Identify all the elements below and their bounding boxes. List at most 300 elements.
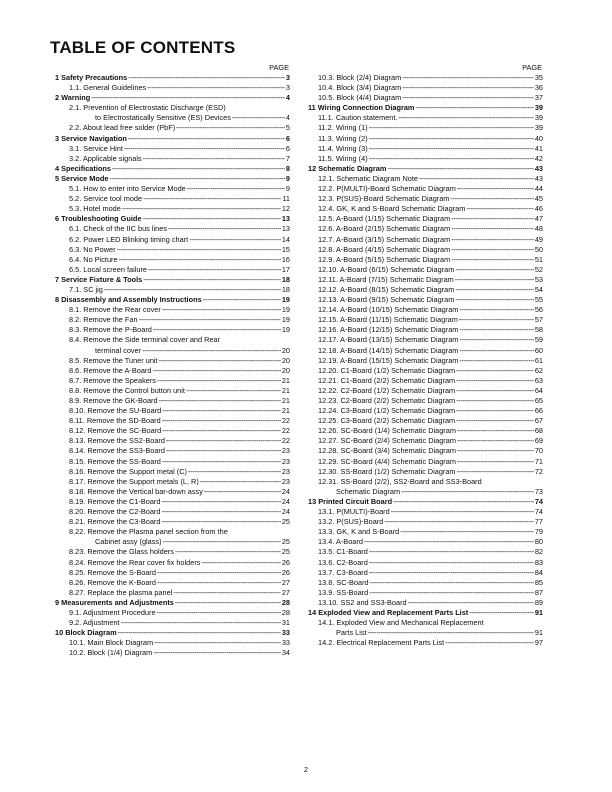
toc-entry-label: 10.4. Block (3/4) Diagram bbox=[318, 83, 402, 93]
toc-entry[interactable] bbox=[308, 376, 543, 386]
toc-entry-label: 8.1. Remove the Rear cover bbox=[69, 305, 161, 315]
toc-entry-page: 21 bbox=[281, 396, 290, 405]
toc-entry[interactable] bbox=[308, 295, 543, 305]
toc-entry-label: 8.20. Remove the C2-Board bbox=[69, 507, 161, 517]
toc-entry[interactable] bbox=[308, 386, 543, 396]
toc-leader-dots bbox=[159, 396, 281, 406]
toc-entry[interactable] bbox=[55, 608, 290, 618]
toc-entry[interactable] bbox=[55, 204, 290, 214]
toc-leader-dots bbox=[456, 386, 534, 396]
toc-section-entry[interactable] bbox=[55, 214, 290, 224]
toc-entry[interactable] bbox=[55, 154, 290, 164]
toc-entry-label: 8.17. Remove the Support metals (L, R) bbox=[69, 476, 199, 486]
toc-entry[interactable] bbox=[55, 285, 290, 295]
toc-entry[interactable] bbox=[308, 194, 543, 204]
toc-entry[interactable] bbox=[308, 426, 543, 436]
toc-leader-dots bbox=[402, 93, 534, 103]
toc-entry-page: 28 bbox=[281, 597, 290, 607]
toc-section-entry[interactable] bbox=[55, 295, 290, 305]
toc-entry[interactable] bbox=[55, 224, 290, 234]
toc-entry[interactable] bbox=[55, 245, 290, 255]
toc-entry[interactable] bbox=[308, 174, 543, 184]
toc-leader-dots bbox=[384, 517, 534, 527]
toc-entry[interactable] bbox=[55, 103, 290, 113]
toc-entry[interactable] bbox=[308, 224, 543, 234]
toc-entry[interactable] bbox=[308, 366, 543, 376]
toc-entry-page: 53 bbox=[534, 274, 543, 284]
toc-entry-label: 8 Disassembly and Assembly Instructions bbox=[55, 295, 202, 305]
toc-entry-label: 11.4. Wiring (3) bbox=[318, 143, 368, 153]
toc-entry-page: 54 bbox=[534, 284, 543, 294]
toc-entry[interactable] bbox=[308, 477, 543, 487]
toc-entry-page: 22 bbox=[281, 436, 290, 446]
toc-entry[interactable] bbox=[55, 184, 290, 194]
toc-entry[interactable] bbox=[55, 356, 290, 366]
toc-entry[interactable] bbox=[55, 527, 290, 537]
toc-entry[interactable] bbox=[308, 144, 543, 154]
toc-entry[interactable] bbox=[308, 305, 543, 315]
toc-entry[interactable] bbox=[308, 588, 543, 598]
toc-entry-label: 11.2. Wiring (1) bbox=[318, 123, 368, 133]
toc-entry-page: 41 bbox=[534, 143, 543, 153]
toc-entry[interactable] bbox=[55, 144, 290, 154]
toc-entry-page: 20 bbox=[281, 345, 290, 355]
toc-leader-dots bbox=[408, 598, 534, 608]
toc-entry-label: 8.27. Replace the plasma panel bbox=[69, 587, 173, 597]
toc-entry[interactable] bbox=[308, 457, 543, 467]
toc-entry-label: 2.1. Prevention of Electrostatic Discharge (ESD) bbox=[69, 103, 226, 113]
toc-section-entry[interactable] bbox=[308, 497, 543, 507]
toc-section-entry[interactable] bbox=[308, 103, 543, 113]
toc-entry-label: 6.3. No Power bbox=[69, 244, 116, 254]
toc-entry[interactable] bbox=[55, 588, 290, 598]
toc-entry[interactable] bbox=[55, 648, 290, 658]
toc-entry-label: 12.21. C1-Board (2/2) Schematic Diagram bbox=[318, 375, 456, 385]
toc-entry-label: 6 Troubleshooting Guide bbox=[55, 214, 142, 224]
toc-leader-dots bbox=[369, 588, 534, 598]
toc-entry-label: 9 Measurements and Adjustments bbox=[55, 597, 174, 607]
toc-entry[interactable] bbox=[55, 406, 290, 416]
toc-entry-page: 26 bbox=[281, 557, 290, 567]
toc-entry-page: 31 bbox=[281, 618, 290, 628]
toc-entry-page: 36 bbox=[534, 83, 543, 93]
toc-leader-dots bbox=[387, 164, 533, 174]
toc-entry[interactable] bbox=[308, 537, 543, 547]
toc-section-entry[interactable] bbox=[55, 628, 290, 638]
toc-entry-label: 11.1. Caution statement. bbox=[318, 113, 398, 123]
toc-entry[interactable] bbox=[308, 507, 543, 517]
toc-leader-dots bbox=[175, 547, 281, 557]
toc-entry[interactable] bbox=[55, 366, 290, 376]
toc-entry-label: 8.19. Remove the C1-Board bbox=[69, 496, 161, 506]
toc-entry[interactable] bbox=[308, 335, 543, 345]
toc-entry-label: 4 Specifications bbox=[55, 163, 111, 173]
toc-entry-page: 85 bbox=[534, 577, 543, 587]
toc-leader-dots bbox=[469, 608, 534, 618]
toc-leader-dots bbox=[109, 174, 284, 184]
toc-entry[interactable] bbox=[308, 154, 543, 164]
toc-leader-dots bbox=[162, 457, 281, 467]
toc-entry-page: 15 bbox=[281, 244, 290, 254]
toc-entry[interactable] bbox=[308, 93, 543, 103]
toc-entry-page: 34 bbox=[281, 648, 290, 658]
toc-entry-page: 72 bbox=[534, 466, 543, 476]
toc-entry[interactable] bbox=[55, 83, 290, 93]
toc-entry[interactable] bbox=[308, 285, 543, 295]
toc-leader-dots bbox=[456, 366, 534, 376]
toc-entry-label: 11.5. Wiring (4) bbox=[318, 153, 368, 163]
toc-entry-label: 12.9. A-Board (5/15) Schematic Diagram bbox=[318, 254, 451, 264]
toc-entry-page: 24 bbox=[281, 486, 290, 496]
toc-entry-label: 8.18. Remove the Vertical bar-down assy bbox=[69, 486, 203, 496]
toc-entry-page: 63 bbox=[534, 375, 543, 385]
toc-entry-label: 10.3. Block (2/4) Diagram bbox=[318, 73, 402, 82]
toc-entry-label: 8.21. Remove the C3-Board bbox=[69, 517, 161, 527]
toc-entry[interactable] bbox=[308, 638, 543, 648]
toc-section-entry[interactable] bbox=[308, 164, 543, 174]
toc-section-entry[interactable] bbox=[55, 174, 290, 184]
toc-entry[interactable] bbox=[55, 386, 290, 396]
toc-entry-page: 11 bbox=[282, 194, 290, 204]
toc-leader-dots bbox=[201, 558, 280, 568]
toc-entry-label: to Electrostatically Sensitive (ES) Devices bbox=[95, 113, 231, 123]
toc-entry-page: 58 bbox=[534, 325, 543, 335]
toc-entry-label: 12.1. Schematic Diagram Note bbox=[318, 173, 419, 183]
toc-entry-label: 14 Exploded View and Replacement Parts List bbox=[308, 607, 469, 617]
toc-entry[interactable] bbox=[308, 467, 543, 477]
toc-entry[interactable] bbox=[308, 487, 543, 497]
toc-entry-label: 5.2. Service tool mode bbox=[69, 194, 143, 204]
toc-entry-page: 23 bbox=[281, 466, 290, 476]
toc-entry[interactable] bbox=[308, 83, 543, 93]
toc-leader-dots bbox=[162, 406, 281, 416]
toc-entry-label: 12.28. SC-Board (3/4) Schematic Diagram bbox=[318, 446, 456, 456]
toc-section-entry[interactable] bbox=[55, 93, 290, 103]
toc-entry-label: 8.14. Remove the SS3-Board bbox=[69, 446, 165, 456]
toc-entry[interactable] bbox=[308, 255, 543, 265]
toc-entry-page: 19 bbox=[281, 295, 290, 305]
toc-entry[interactable] bbox=[55, 255, 290, 265]
toc-entry-label: 9.2. Adjustment bbox=[69, 618, 120, 628]
toc-leader-dots bbox=[157, 578, 281, 588]
toc-entries bbox=[55, 73, 290, 658]
toc-entry-page: 59 bbox=[534, 335, 543, 345]
toc-entry[interactable] bbox=[55, 487, 290, 497]
toc-entry-label: 13.3. GK, K and S-Board bbox=[318, 527, 400, 537]
toc-leader-dots bbox=[369, 558, 534, 568]
toc-entry[interactable] bbox=[308, 436, 543, 446]
toc-entry-page: 18 bbox=[281, 284, 290, 294]
toc-entry-label: 12.31. SS-Board (2/2), SS2-Board and SS3-Board bbox=[318, 476, 482, 486]
toc-entry-label: 3.2. Applicable signals bbox=[69, 153, 142, 163]
toc-entry-label: 14.1. Exploded View and Mechanical Replacement bbox=[318, 618, 484, 628]
toc-left-column bbox=[55, 63, 290, 658]
toc-entry-page: 66 bbox=[534, 406, 543, 416]
toc-entry-label: 5.3. Hotel mode bbox=[69, 204, 121, 214]
toc-entry-page: 33 bbox=[281, 638, 290, 648]
toc-leader-dots bbox=[368, 628, 534, 638]
toc-entry[interactable] bbox=[308, 618, 543, 628]
toc-entry-page: 27 bbox=[281, 577, 290, 587]
toc-leader-dots bbox=[119, 255, 281, 265]
toc-entry-label: 12.4. GK, K and S-Board Schematic Diagram bbox=[318, 204, 466, 214]
page-title: TABLE OF CONTENTS bbox=[50, 38, 236, 57]
toc-entry-label: 8.12. Remove the SC-Board bbox=[69, 426, 162, 436]
toc-leader-dots bbox=[445, 638, 534, 648]
toc-entry-label: 8.13. Remove the SS2-Board bbox=[69, 436, 165, 446]
toc-entry[interactable] bbox=[55, 123, 290, 133]
toc-entry-label: 13 Printed Circuit Board bbox=[308, 496, 393, 506]
toc-entry-page: 61 bbox=[534, 355, 543, 365]
toc-leader-dots bbox=[415, 103, 533, 113]
toc-entry[interactable] bbox=[55, 235, 290, 245]
toc-leader-dots bbox=[117, 245, 281, 255]
toc-entry-page: 28 bbox=[281, 607, 290, 617]
toc-entry[interactable] bbox=[308, 123, 543, 133]
toc-entry[interactable] bbox=[308, 396, 543, 406]
toc-entry-label: 12.30. SS-Board (1/2) Schematic Diagram bbox=[318, 466, 456, 476]
toc-entry[interactable] bbox=[55, 335, 290, 345]
toc-entry[interactable] bbox=[55, 376, 290, 386]
toc-entry-page: 87 bbox=[534, 587, 543, 597]
toc-entry[interactable] bbox=[308, 346, 543, 356]
toc-entry[interactable] bbox=[55, 426, 290, 436]
toc-entry-page: 91 bbox=[534, 628, 543, 638]
toc-entry-label: 1 Safety Precautions bbox=[55, 73, 128, 82]
toc-entry-label: 12.7. A-Board (3/15) Schematic Diagram bbox=[318, 234, 451, 244]
toc-entry-page: 70 bbox=[534, 446, 543, 456]
toc-entry[interactable] bbox=[55, 578, 290, 588]
toc-entry[interactable] bbox=[308, 204, 543, 214]
toc-entry-label: 14.2. Electrical Replacement Parts List bbox=[318, 638, 445, 648]
toc-entry[interactable] bbox=[55, 416, 290, 426]
toc-entry[interactable] bbox=[308, 406, 543, 416]
toc-leader-dots bbox=[370, 578, 534, 588]
toc-entry-page: 35 bbox=[534, 73, 543, 82]
toc-leader-dots bbox=[457, 184, 534, 194]
toc-entry[interactable] bbox=[308, 356, 543, 366]
toc-entry-label: 8.10. Remove the SU-Board bbox=[69, 406, 162, 416]
toc-entry-label: 5 Service Mode bbox=[55, 173, 109, 183]
toc-entry-label: 6.1. Check of the IIC bus lines bbox=[69, 224, 167, 234]
toc-entry[interactable] bbox=[55, 396, 290, 406]
toc-leader-dots bbox=[143, 275, 281, 285]
toc-entry-label: 8.6. Remove the A-Board bbox=[69, 365, 152, 375]
toc-entry-page: 26 bbox=[281, 567, 290, 577]
toc-entry[interactable] bbox=[55, 325, 290, 335]
toc-entry-label: 3.1. Service Hint bbox=[69, 143, 123, 153]
toc-entry[interactable] bbox=[55, 446, 290, 456]
toc-entry-label: 10 Block Diagram bbox=[55, 628, 117, 638]
toc-leader-dots bbox=[455, 275, 534, 285]
toc-entry-page: 71 bbox=[534, 456, 543, 466]
toc-entry[interactable] bbox=[55, 558, 290, 568]
toc-entry[interactable] bbox=[55, 517, 290, 527]
toc-entry[interactable] bbox=[55, 194, 290, 204]
toc-entry[interactable] bbox=[55, 537, 290, 547]
toc-entry-label: 13.1. P(MULTI)-Board bbox=[318, 507, 390, 517]
toc-entry-page: 57 bbox=[534, 315, 543, 325]
toc-entry[interactable] bbox=[308, 265, 543, 275]
toc-entry-label: 12.6. A-Board (2/15) Schematic Diagram bbox=[318, 224, 451, 234]
toc-leader-dots bbox=[457, 467, 534, 477]
toc-entry[interactable] bbox=[308, 568, 543, 578]
toc-entry-label: 8.4. Remove the Side terminal cover and Rear bbox=[69, 335, 221, 345]
toc-entry[interactable] bbox=[308, 134, 543, 144]
toc-entry-label: 8.9. Remove the GK-Board bbox=[69, 396, 158, 405]
toc-entry-label: 8.11. Remove the SD-Board bbox=[69, 416, 161, 426]
toc-entry[interactable] bbox=[55, 618, 290, 628]
toc-entry[interactable] bbox=[55, 497, 290, 507]
toc-entry-label: 12.25. C3-Board (2/2) Schematic Diagram bbox=[318, 416, 456, 426]
toc-entry[interactable] bbox=[55, 467, 290, 477]
toc-entry-label: 9.1. Adjustment Procedure bbox=[69, 607, 156, 617]
toc-section-entry[interactable] bbox=[308, 608, 543, 618]
toc-leader-dots bbox=[128, 134, 285, 144]
toc-leader-dots bbox=[364, 537, 534, 547]
toc-entry-label: 13.9. SS-Board bbox=[318, 587, 369, 597]
toc-leader-dots bbox=[393, 497, 534, 507]
toc-entry-label: 13.8. SC-Board bbox=[318, 577, 369, 587]
toc-leader-dots bbox=[450, 194, 533, 204]
toc-entry[interactable] bbox=[55, 547, 290, 557]
toc-entry-page: 40 bbox=[534, 133, 543, 143]
toc-entry[interactable] bbox=[308, 517, 543, 527]
toc-entry-page: 4 bbox=[285, 93, 290, 103]
toc-section-entry[interactable] bbox=[55, 134, 290, 144]
toc-leader-dots bbox=[118, 628, 281, 638]
toc-entry-label: 13.7. C3-Board bbox=[318, 567, 368, 577]
toc-entry-label: 8.7. Remove the Speakers bbox=[69, 375, 156, 385]
toc-section-entry[interactable] bbox=[55, 275, 290, 285]
toc-entry-label: 13.2. P(SUS)-Board bbox=[318, 517, 384, 527]
toc-section-entry[interactable] bbox=[55, 73, 290, 83]
toc-entry[interactable] bbox=[308, 113, 543, 123]
toc-entry-page: 45 bbox=[534, 194, 543, 204]
toc-entry-page: 39 bbox=[534, 103, 543, 113]
toc-leader-dots bbox=[163, 537, 281, 547]
toc-leader-dots bbox=[143, 194, 281, 204]
toc-entry[interactable] bbox=[308, 598, 543, 608]
toc-entry[interactable] bbox=[55, 113, 290, 123]
toc-entry[interactable] bbox=[308, 73, 543, 83]
toc-entry-label: 12.26. SC-Board (1/4) Schematic Diagram bbox=[318, 426, 456, 436]
toc-entry-page: 25 bbox=[281, 537, 290, 547]
toc-entry-label: 12.19. A-Board (15/15) Schematic Diagram bbox=[318, 355, 459, 365]
toc-entry-label: 12.8. A-Board (4/15) Schematic Diagram bbox=[318, 244, 451, 254]
toc-leader-dots bbox=[369, 123, 534, 133]
toc-entry-page: 43 bbox=[534, 173, 543, 183]
toc-entry[interactable] bbox=[308, 628, 543, 638]
toc-entry-label: 2 Warning bbox=[55, 93, 91, 103]
toc-leader-dots bbox=[162, 426, 281, 436]
toc-entry-page: 13 bbox=[281, 214, 290, 224]
toc-leader-dots bbox=[369, 144, 534, 154]
toc-leader-dots bbox=[402, 73, 534, 83]
toc-entry-page: 43 bbox=[534, 163, 543, 173]
toc-entry-label: 8.2. Remove the Fan bbox=[69, 315, 138, 325]
toc-entry[interactable] bbox=[308, 235, 543, 245]
toc-entry-label: 13.4. A-Board bbox=[318, 537, 363, 547]
toc-entry[interactable] bbox=[55, 477, 290, 487]
toc-entry-label: 13.10. SS2 and SS3-Board bbox=[318, 597, 407, 607]
toc-entry-page: 50 bbox=[534, 244, 543, 254]
toc-entry[interactable] bbox=[55, 305, 290, 315]
toc-entry-page: 13 bbox=[281, 224, 290, 234]
toc-entry-page: 97 bbox=[534, 638, 543, 648]
toc-entry[interactable] bbox=[308, 275, 543, 285]
toc-entry[interactable] bbox=[308, 527, 543, 537]
toc-entry-label: 8.23. Remove the Glass holders bbox=[69, 547, 174, 557]
toc-entry[interactable] bbox=[308, 184, 543, 194]
toc-leader-dots bbox=[168, 224, 281, 234]
toc-entry[interactable] bbox=[308, 315, 543, 325]
toc-entry[interactable] bbox=[308, 325, 543, 335]
toc-entry-label: 13.5. C1-Board bbox=[318, 547, 368, 557]
toc-section-entry[interactable] bbox=[55, 598, 290, 608]
toc-entry[interactable] bbox=[308, 214, 543, 224]
toc-entry[interactable] bbox=[55, 315, 290, 325]
toc-entry[interactable] bbox=[55, 265, 290, 275]
toc-leader-dots bbox=[459, 356, 533, 366]
toc-entry-page: 16 bbox=[281, 254, 290, 264]
toc-entry-page: 47 bbox=[534, 214, 543, 224]
toc-leader-dots bbox=[419, 174, 534, 184]
toc-entry[interactable] bbox=[55, 436, 290, 446]
toc-leader-dots bbox=[187, 184, 285, 194]
toc-entry-label: 12.11. A-Board (7/15) Schematic Diagram bbox=[318, 274, 454, 284]
toc-entry-page: 33 bbox=[281, 628, 290, 638]
toc-entry[interactable] bbox=[308, 558, 543, 568]
toc-entry-page: 62 bbox=[534, 365, 543, 375]
toc-entry[interactable] bbox=[55, 507, 290, 517]
toc-entry[interactable] bbox=[55, 638, 290, 648]
toc-entry-page: 6 bbox=[285, 143, 290, 153]
toc-leader-dots bbox=[398, 113, 533, 123]
toc-entry-page: 55 bbox=[534, 295, 543, 305]
toc-entry-page: 73 bbox=[534, 486, 543, 496]
toc-leader-dots bbox=[232, 113, 285, 123]
toc-leader-dots bbox=[400, 527, 534, 537]
toc-entry[interactable] bbox=[55, 457, 290, 467]
toc-entry-page: 74 bbox=[534, 496, 543, 506]
toc-leader-dots bbox=[456, 406, 534, 416]
toc-entry-page: 44 bbox=[534, 184, 543, 194]
toc-leader-dots bbox=[153, 648, 281, 658]
toc-entry[interactable] bbox=[55, 568, 290, 578]
toc-entry-page: 52 bbox=[534, 264, 543, 274]
toc-entry[interactable] bbox=[55, 346, 290, 356]
toc-entry-page: 4 bbox=[285, 113, 290, 123]
toc-entry[interactable] bbox=[308, 446, 543, 456]
toc-entry-label: Schematic Diagram bbox=[336, 486, 401, 496]
toc-entry[interactable] bbox=[308, 416, 543, 426]
toc-entry[interactable] bbox=[308, 547, 543, 557]
toc-entry[interactable] bbox=[308, 578, 543, 588]
toc-entry-page: 19 bbox=[281, 305, 290, 315]
toc-entry-page: 20 bbox=[281, 355, 290, 365]
toc-entry[interactable] bbox=[308, 245, 543, 255]
toc-entry-page: 39 bbox=[534, 113, 543, 123]
toc-section-entry[interactable] bbox=[55, 164, 290, 174]
toc-entry-label: 12 Schematic Diagram bbox=[308, 163, 387, 173]
toc-entry-label: 12.18. A-Board (14/15) Schematic Diagram bbox=[318, 345, 459, 355]
toc-entry-page: 6 bbox=[285, 133, 290, 143]
toc-leader-dots bbox=[143, 214, 281, 224]
toc-entry-page: 25 bbox=[281, 547, 290, 557]
toc-entry-label: 10.1. Main Block Diagram bbox=[69, 638, 154, 648]
toc-entry-page: 23 bbox=[281, 456, 290, 466]
